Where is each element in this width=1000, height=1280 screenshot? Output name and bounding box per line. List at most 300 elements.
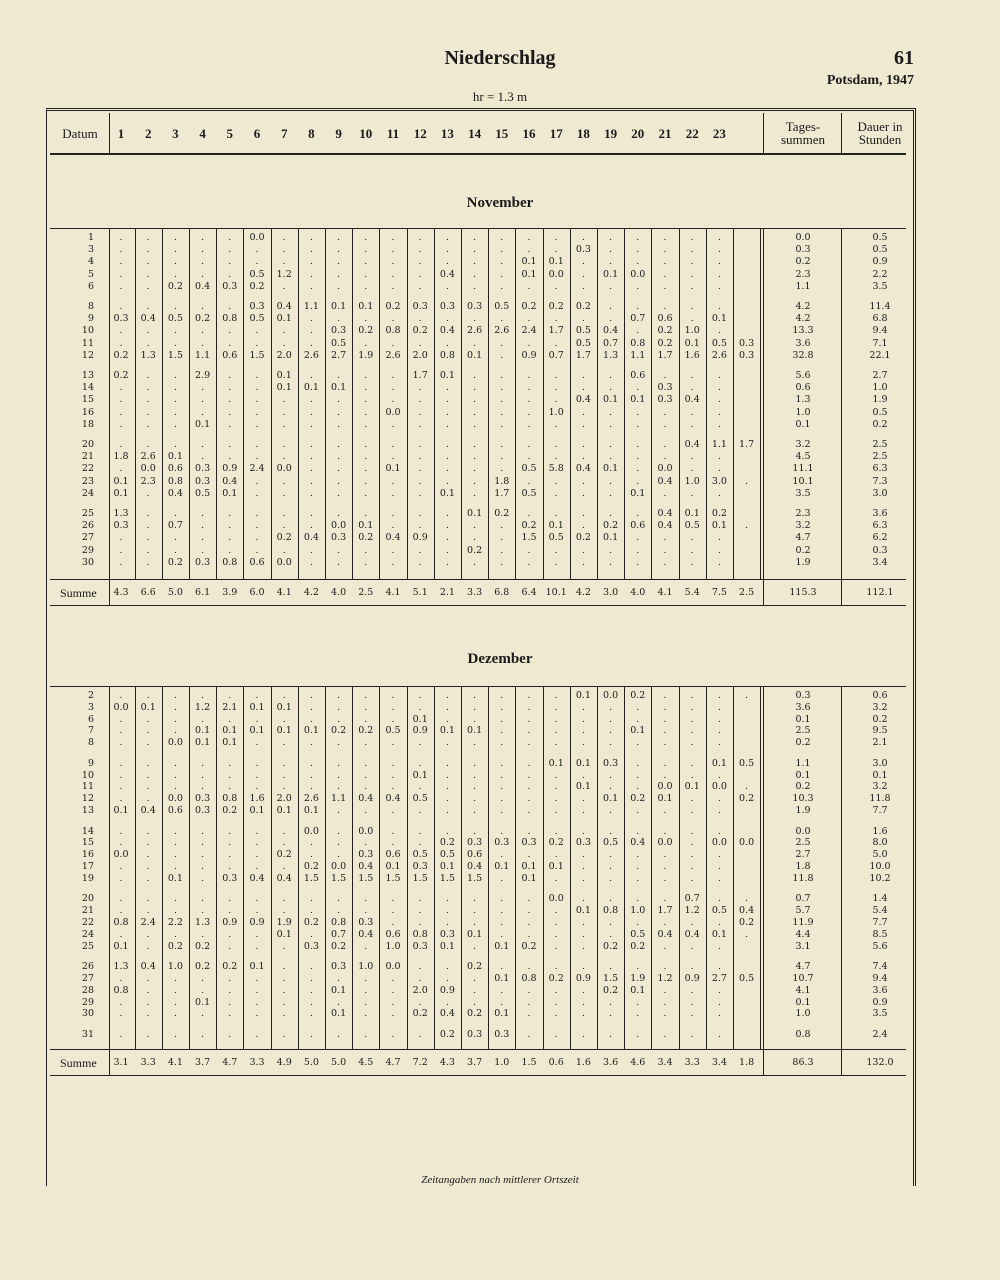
hour-value: .: [418, 280, 422, 292]
hour-value: .: [228, 940, 232, 952]
hour-value: .: [473, 973, 477, 984]
hour-value: .: [690, 418, 694, 430]
hour-value: 0.4: [657, 520, 673, 532]
hour-value: 0.1: [711, 928, 727, 940]
hour-value: .: [636, 256, 640, 268]
hour-value: .: [663, 984, 667, 996]
hour-value: 0.1: [657, 793, 673, 805]
hour-value: 0.2: [521, 940, 537, 952]
hour-value: .: [146, 793, 150, 805]
month-title: November: [466, 195, 534, 211]
hour-value: .: [418, 451, 422, 463]
duration-hours: 0.5: [872, 244, 888, 256]
daily-total: 4.1: [795, 984, 811, 996]
hour-value: 0.1: [385, 463, 401, 475]
hour-value: 0.2: [521, 520, 537, 532]
sum-label: Summe: [60, 1055, 97, 1070]
grid-line: [298, 686, 299, 1049]
hour-value: 0.5: [603, 837, 619, 849]
daily-total: 2.5: [795, 725, 811, 737]
hour-value: .: [228, 370, 232, 381]
hour-value: 0.2: [494, 508, 510, 519]
hour-value: 0.2: [385, 301, 401, 312]
column-header-hour: 3: [172, 125, 179, 141]
hour-value: .: [581, 861, 585, 872]
hour-value: .: [473, 556, 477, 568]
hour-value: 0.0: [657, 837, 673, 849]
hour-value: 0.1: [548, 757, 564, 769]
hour-sum: 4.7: [385, 1056, 401, 1068]
hour-value: .: [255, 487, 259, 499]
daily-total: 2.5: [795, 837, 811, 849]
hour-value: .: [173, 418, 177, 430]
hour-value: 0.0: [113, 701, 129, 713]
hour-sum: 4.7: [222, 1056, 238, 1068]
hour-value: .: [146, 996, 150, 1008]
hour-value: .: [445, 382, 449, 394]
duration-hours: 7.7: [872, 805, 888, 816]
hour-value: 0.3: [657, 394, 673, 406]
hour-value: 0.2: [739, 793, 755, 805]
hour-value: .: [581, 313, 585, 325]
hour-value: .: [717, 793, 721, 805]
hour-value: .: [636, 451, 640, 463]
hour-value: 0.4: [385, 793, 401, 805]
hour-value: .: [581, 520, 585, 532]
hour-sum: 6.4: [521, 587, 537, 598]
hour-value: 0.1: [303, 725, 319, 737]
hour-value: 0.1: [548, 861, 564, 872]
hour-value: 0.6: [630, 520, 646, 532]
hour-value: .: [337, 905, 341, 917]
hour-value: .: [173, 905, 177, 917]
hour-value: 2.0: [276, 349, 292, 361]
daily-total: 1.1: [795, 757, 811, 769]
hour-sum: 3.1: [113, 1056, 129, 1068]
hour-value: 0.3: [412, 301, 428, 312]
hour-value: .: [146, 1029, 150, 1040]
hour-value: .: [201, 769, 205, 781]
hour-value: .: [309, 713, 313, 725]
hour-value: 0.8: [331, 917, 347, 928]
duration-hours: 1.9: [872, 394, 888, 406]
hour-value: .: [473, 394, 477, 406]
hour-value: 0.9: [439, 984, 455, 996]
hour-value: .: [500, 984, 504, 996]
hour-value: 0.4: [684, 928, 700, 940]
daily-total: 0.2: [795, 256, 811, 268]
daily-total: 3.6: [795, 701, 811, 713]
hour-value: 0.3: [303, 940, 319, 952]
hour-value: .: [609, 487, 613, 499]
hour-value: .: [527, 337, 531, 349]
hour-value: .: [364, 940, 368, 952]
column-header-hour: 1: [117, 125, 125, 141]
hour-value: 0.1: [711, 757, 727, 769]
hour-value: 1.8: [113, 451, 129, 463]
hour-value: .: [690, 244, 694, 256]
row-date: 24: [81, 928, 94, 940]
grid-line: [135, 686, 136, 1049]
hour-value: .: [418, 232, 422, 243]
column-header-hour: 14: [468, 125, 482, 141]
hour-value: .: [717, 849, 721, 861]
hour-value: .: [581, 556, 585, 568]
hour-value: .: [473, 406, 477, 418]
hour-value: .: [255, 394, 259, 406]
hour-value: .: [636, 418, 640, 430]
hour-value: .: [391, 905, 395, 917]
row-date: 14: [81, 382, 94, 394]
duration-hours: 2.5: [872, 451, 888, 463]
hour-value: .: [228, 996, 232, 1008]
hour-value: .: [554, 313, 558, 325]
hour-value: 0.2: [276, 532, 292, 544]
hour-value: .: [690, 940, 694, 952]
hour-value: 0.3: [113, 313, 129, 325]
hour-value: 0.2: [331, 725, 347, 737]
hour-value: 1.5: [303, 872, 319, 884]
hour-value: .: [255, 520, 259, 532]
hour-value: .: [745, 781, 749, 793]
daily-total: 13.3: [792, 325, 814, 337]
hour-value: .: [581, 370, 585, 381]
hour-value: .: [554, 370, 558, 381]
hour-value: .: [309, 313, 313, 325]
hour-value: .: [146, 394, 150, 406]
hour-value: 0.1: [603, 793, 619, 805]
hour-value: .: [527, 508, 531, 519]
hour-value: 0.1: [575, 757, 591, 769]
hour-sum: 0.6: [548, 1056, 564, 1068]
grid-line: [763, 228, 764, 605]
hour-value: .: [255, 849, 259, 861]
hour-value: .: [473, 713, 477, 725]
hour-value: .: [554, 825, 558, 837]
hour-value: 0.9: [249, 917, 265, 928]
hour-value: .: [228, 520, 232, 532]
hour-value: 0.8: [603, 905, 619, 917]
hour-value: .: [418, 757, 422, 769]
hour-value: .: [255, 451, 259, 463]
hour-value: .: [581, 475, 585, 487]
hour-value: .: [391, 382, 395, 394]
hour-value: .: [473, 451, 477, 463]
hour-value: 0.1: [249, 701, 265, 713]
hour-value: .: [255, 973, 259, 984]
hour-value: 0.2: [548, 973, 564, 984]
hour-value: .: [609, 961, 613, 973]
hour-value: .: [228, 757, 232, 769]
row-date: 21: [81, 905, 94, 917]
hour-value: 0.0: [276, 556, 292, 568]
hour-value: 0.4: [739, 905, 755, 917]
hour-value: .: [609, 917, 613, 928]
hour-value: .: [418, 244, 422, 256]
daily-total: 0.1: [795, 418, 811, 430]
hour-value: 1.7: [657, 349, 673, 361]
grid-line: [243, 686, 244, 1049]
grid-line: [434, 228, 435, 579]
hour-value: .: [173, 973, 177, 984]
hour-value: .: [255, 690, 259, 701]
hour-value: 0.1: [195, 418, 211, 430]
hour-value: 0.5: [195, 487, 211, 499]
hour-value: .: [282, 1029, 286, 1040]
hour-value: .: [119, 406, 123, 418]
hour-value: .: [119, 394, 123, 406]
hour-value: .: [418, 475, 422, 487]
duration-hours: 3.5: [872, 1008, 888, 1020]
hour-value: .: [119, 463, 123, 475]
duration-hours: 3.2: [872, 781, 888, 793]
hour-value: 0.1: [331, 1008, 347, 1020]
hour-value: .: [337, 475, 341, 487]
hour-value: .: [554, 1029, 558, 1040]
daily-total: 5.7: [795, 905, 811, 917]
hour-value: 1.5: [249, 349, 265, 361]
hour-value: .: [337, 508, 341, 519]
hour-value: 2.6: [303, 793, 319, 805]
hour-value: .: [364, 313, 368, 325]
hour-value: 0.8: [222, 793, 238, 805]
hour-value: .: [445, 337, 449, 349]
daily-total: 1.0: [795, 1008, 811, 1020]
hour-value: .: [309, 690, 313, 701]
hour-value: .: [282, 757, 286, 769]
hour-value: 0.8: [167, 475, 183, 487]
hour-value: .: [255, 439, 259, 450]
hour-value: .: [173, 984, 177, 996]
hour-value: .: [146, 905, 150, 917]
row-date: 16: [81, 849, 94, 861]
grid-line: [515, 686, 516, 1049]
hour-value: .: [581, 769, 585, 781]
hour-value: .: [663, 713, 667, 725]
duration-hours: 6.8: [872, 313, 888, 325]
hour-value: .: [609, 418, 613, 430]
hour-value: 0.6: [630, 370, 646, 381]
hour-value: .: [690, 805, 694, 816]
duration-hours: 7.3: [872, 475, 888, 487]
hour-value: 2.4: [249, 463, 265, 475]
hour-value: .: [228, 268, 232, 280]
hour-value: 0.7: [548, 349, 564, 361]
hour-value: .: [445, 232, 449, 243]
row-date: 5: [87, 268, 94, 280]
hour-value: 0.4: [575, 394, 591, 406]
daily-total: 32.8: [792, 349, 814, 361]
hour-value: 0.4: [249, 872, 265, 884]
hour-value: .: [201, 406, 205, 418]
daily-total: 5.6: [795, 370, 811, 381]
hour-value: 1.0: [684, 325, 700, 337]
hour-value: .: [201, 244, 205, 256]
grid-line: [543, 228, 544, 579]
hour-value: .: [255, 244, 259, 256]
hour-value: .: [391, 418, 395, 430]
hour-value: 2.0: [276, 793, 292, 805]
hour-value: 0.2: [358, 325, 374, 337]
hour-value: .: [255, 757, 259, 769]
grid-line: [325, 686, 326, 1049]
column-header-hour: 7: [280, 125, 288, 141]
column-header-hour: 11: [386, 125, 400, 141]
hour-value: .: [554, 781, 558, 793]
hour-value: .: [609, 439, 613, 450]
hour-value: .: [473, 805, 477, 816]
hour-value: 0.2: [412, 1008, 428, 1020]
hour-value: .: [282, 961, 286, 973]
hour-value: .: [364, 406, 368, 418]
hour-value: .: [717, 940, 721, 952]
hour-value: .: [337, 256, 341, 268]
hour-value: .: [636, 701, 640, 713]
hour-value: 0.2: [303, 917, 319, 928]
row-date: 31: [81, 1029, 94, 1040]
hour-value: 1.0: [167, 961, 183, 973]
page-number: 61: [894, 47, 914, 69]
hour-value: .: [201, 928, 205, 940]
hour-value: 0.1: [575, 905, 591, 917]
hour-value: 0.2: [630, 690, 646, 701]
hour-value: .: [418, 337, 422, 349]
duration-hours: 5.0: [872, 849, 888, 861]
hour-value: .: [201, 508, 205, 519]
month-title: Dezember: [467, 651, 533, 667]
hour-value: .: [228, 508, 232, 519]
hour-value: .: [337, 737, 341, 749]
row-date: 8: [87, 301, 94, 312]
column-header-hour: 17: [549, 125, 563, 141]
hour-value: .: [500, 757, 504, 769]
hour-value: .: [663, 725, 667, 737]
hour-value: .: [282, 737, 286, 749]
hour-value: .: [391, 701, 395, 713]
hour-value: 0.1: [548, 256, 564, 268]
hour-value: .: [364, 837, 368, 849]
hour-value: 0.3: [358, 849, 374, 861]
hour-value: 0.5: [548, 532, 564, 544]
grid-line: [216, 686, 217, 1049]
hour-value: .: [228, 382, 232, 394]
row-date: 13: [81, 370, 94, 381]
hour-value: .: [717, 532, 721, 544]
hour-value: .: [146, 984, 150, 996]
hour-value: 0.2: [575, 301, 591, 312]
hour-value: .: [418, 508, 422, 519]
hour-value: .: [445, 451, 449, 463]
hour-value: 0.0: [385, 961, 401, 973]
hour-value: .: [690, 961, 694, 973]
hour-value: .: [337, 849, 341, 861]
hour-value: .: [146, 713, 150, 725]
hour-value: .: [146, 439, 150, 450]
hour-value: .: [527, 781, 531, 793]
hour-value: .: [146, 837, 150, 849]
hour-value: 0.4: [575, 463, 591, 475]
hour-value: .: [581, 928, 585, 940]
hour-value: .: [527, 805, 531, 816]
hour-value: .: [581, 382, 585, 394]
hour-value: 0.7: [684, 893, 700, 905]
hour-value: .: [527, 406, 531, 418]
hour-value: .: [554, 439, 558, 450]
hour-value: .: [500, 451, 504, 463]
hour-value: .: [690, 451, 694, 463]
hour-value: .: [228, 781, 232, 793]
hour-value: .: [581, 893, 585, 905]
hour-value: 0.4: [657, 508, 673, 519]
hour-value: .: [663, 769, 667, 781]
hour-value: .: [282, 337, 286, 349]
hour-value: .: [173, 508, 177, 519]
hour-value: .: [717, 1008, 721, 1020]
hour-value: .: [527, 725, 531, 737]
hour-value: .: [173, 757, 177, 769]
hour-value: 0.1: [249, 961, 265, 973]
hour-value: .: [609, 725, 613, 737]
hour-value: 0.3: [521, 837, 537, 849]
hour-value: 2.9: [195, 370, 211, 381]
hour-value: .: [282, 232, 286, 243]
hour-value: .: [636, 893, 640, 905]
hour-value: 1.0: [630, 905, 646, 917]
hour-value: 0.9: [521, 349, 537, 361]
hour-value: .: [690, 725, 694, 737]
row-date: 30: [81, 556, 94, 568]
hour-value: .: [527, 713, 531, 725]
hour-value: .: [473, 244, 477, 256]
hour-value: .: [119, 872, 123, 884]
duration-hours: 5.4: [872, 905, 888, 917]
hour-value: .: [663, 893, 667, 905]
hour-value: .: [527, 917, 531, 928]
grid-line: [706, 686, 707, 1049]
hour-value: 2.7: [711, 973, 727, 984]
hour-value: .: [663, 917, 667, 928]
hour-value: .: [173, 382, 177, 394]
hour-value: 0.2: [467, 1008, 483, 1020]
hour-value: 2.0: [412, 984, 428, 996]
hour-value: 0.1: [276, 725, 292, 737]
hour-sum: 4.6: [630, 1056, 646, 1068]
hour-value: .: [391, 973, 395, 984]
hour-value: .: [745, 928, 749, 940]
hour-value: .: [445, 781, 449, 793]
hour-value: .: [663, 556, 667, 568]
daily-total: 4.2: [795, 301, 811, 312]
hour-value: 0.0: [167, 737, 183, 749]
daily-total: 1.8: [795, 861, 811, 872]
hour-value: .: [173, 406, 177, 418]
hour-value: .: [418, 825, 422, 837]
hour-value: .: [255, 508, 259, 519]
row-date: 17: [81, 861, 94, 872]
hour-value: 0.3: [331, 325, 347, 337]
hour-value: .: [609, 301, 613, 312]
hour-value: .: [554, 418, 558, 430]
hour-value: .: [418, 406, 422, 418]
hour-value: .: [309, 837, 313, 849]
hour-value: .: [554, 244, 558, 256]
hour-value: .: [309, 370, 313, 381]
duration-hours: 5.6: [872, 940, 888, 952]
hour-value: .: [663, 849, 667, 861]
hour-value: .: [581, 940, 585, 952]
grid-line: [135, 228, 136, 579]
hour-value: .: [364, 337, 368, 349]
